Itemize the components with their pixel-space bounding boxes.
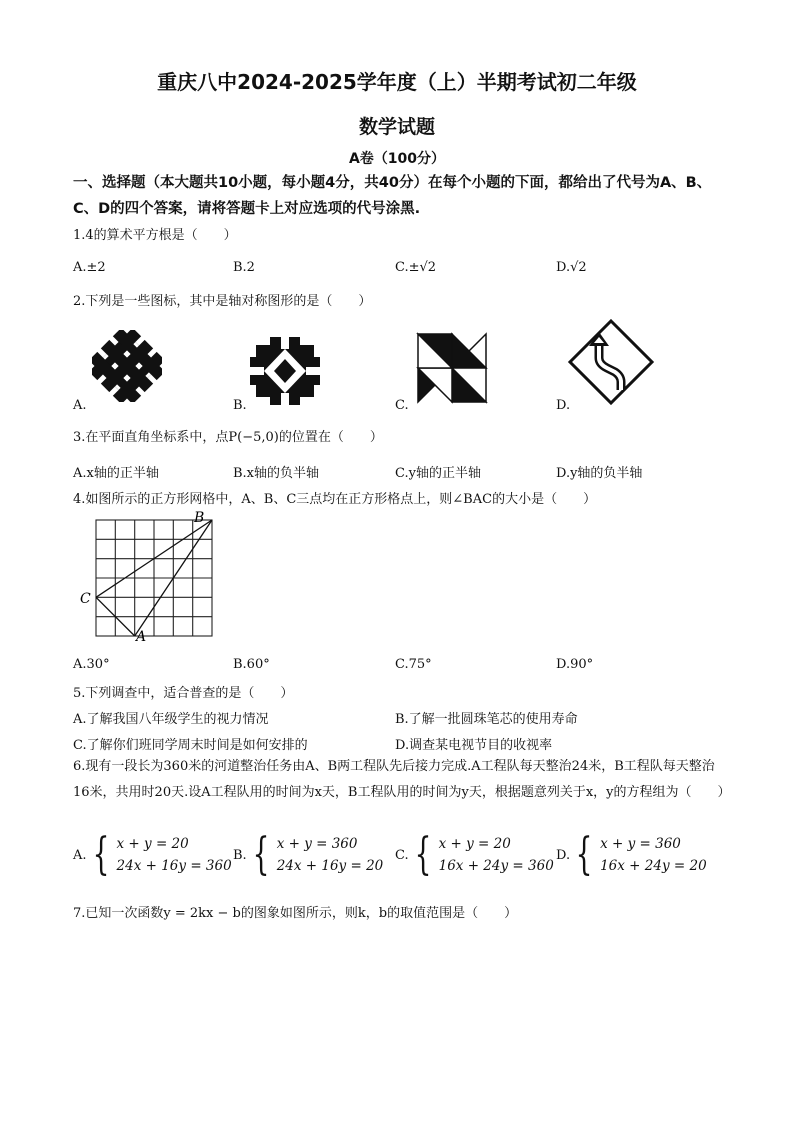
q6-a-eq2: 24x + 16y = 360 — [116, 858, 232, 874]
q1-option-b: B.2 — [233, 260, 255, 275]
q6-c-eq2: 16x + 24y = 360 — [438, 858, 554, 874]
point-b-label: B — [194, 510, 205, 526]
q6-option-d-label: D. — [556, 847, 571, 863]
q3-option-b: B.x轴的负半轴 — [233, 466, 320, 481]
question-1-stem: 1.4的算术平方根是（ ） — [73, 228, 237, 243]
question-6-stem: 6.现有一段长为360米的河道整治任务由A、B两工程队先后接力完成.A工程队每天整治24米，B工程队每天整治16米，共用时20天.设A工程队用的时间为x天，B工程队用的时间为y天，根据题意列关于x，y的方程组为（ ） — [73, 759, 731, 800]
q6-d-eq1: x + y = 360 — [600, 836, 681, 852]
q5-option-b: B.了解一批圆珠笔芯的使用寿命 — [395, 712, 578, 727]
q5-option-a: A.了解我国八年级学生的视力情况 — [73, 712, 269, 727]
q1-option-d: D.√2 — [556, 260, 587, 275]
q6-c-eq1: x + y = 20 — [438, 836, 511, 852]
q6-b-eq2: 24x + 16y = 20 — [276, 858, 384, 874]
q6-option-c — [395, 829, 554, 880]
winding-road-sign-icon — [567, 318, 655, 406]
section-heading: 一、选择题（本大题共10小题，每小题4分，共40分）在每个小题的下面，都给出了代号为A、B、C、D的四个答案，请将答题卡上对应选项的代号涂黑. — [73, 175, 712, 217]
exam-subtitle: 数学试题 — [358, 116, 435, 138]
q5-option-d: D.调查某电视节目的收视率 — [395, 738, 553, 753]
q5-option-c: C.了解你们班同学周末时间是如何安排的 — [73, 738, 308, 753]
q6-option-d — [556, 829, 707, 880]
q6-option-b-label: B. — [233, 847, 247, 863]
q6-option-a-label: A. — [73, 847, 87, 863]
pinwheel-icon — [416, 332, 488, 404]
q6-a-eq1: x + y = 20 — [116, 836, 189, 852]
q6-option-a — [73, 829, 232, 880]
exam-title: 重庆八中2024-2025学年度（上）半期考试初二年级 — [157, 70, 637, 94]
q1-option-c: C.±√2 — [395, 260, 437, 275]
q6-b-eq1: x + y = 360 — [276, 836, 358, 852]
q2-label-a: A. — [73, 398, 87, 413]
q4-grid-figure — [78, 510, 218, 645]
question-7-stem: 7.已知一次函数y = 2kx − b的图象如图所示，则k，b的取值范围是（ ） — [73, 906, 518, 921]
question-2-stem: 2.下列是一些图标，其中是轴对称图形的是（ ） — [73, 294, 372, 309]
q6-option-b — [233, 829, 384, 880]
q6-d-eq2: 16x + 24y = 20 — [600, 858, 707, 874]
q2-label-c: C. — [395, 398, 409, 413]
question-4-stem: 4.如图所示的正方形网格中，A、B、C三点均在正方形格点上，则∠BAC的大小是（ ） — [73, 492, 597, 507]
brace-icon: { — [575, 829, 593, 880]
q3-option-a: A.x轴的正半轴 — [73, 466, 159, 481]
volume-label: A卷（100分） — [348, 151, 446, 167]
q1-option-a: A.±2 — [73, 260, 106, 275]
point-c-label: C — [80, 591, 91, 607]
q2-label-d: D. — [556, 398, 571, 413]
q2-label-b: B. — [233, 398, 247, 413]
knot-icon — [92, 330, 162, 402]
q4-option-d: D.90° — [556, 657, 594, 672]
brace-icon: { — [414, 829, 432, 880]
q3-option-c: C.y轴的正半轴 — [395, 466, 481, 481]
q6-option-c-label: C. — [395, 847, 409, 863]
question-5-stem: 5.下列调查中，适合普查的是（ ） — [73, 686, 294, 701]
q4-option-c: C.75° — [395, 657, 432, 672]
q4-option-b: B.60° — [233, 657, 270, 672]
brace-icon: { — [252, 829, 270, 880]
point-a-label: A — [136, 629, 147, 645]
square-diamond-icon — [248, 335, 322, 407]
q3-option-d: D.y轴的负半轴 — [556, 466, 643, 481]
question-3-stem: 3.在平面直角坐标系中，点P(−5,0)的位置在（ ） — [73, 430, 383, 445]
brace-icon: { — [92, 829, 109, 880]
q4-option-a: A.30° — [73, 657, 110, 672]
